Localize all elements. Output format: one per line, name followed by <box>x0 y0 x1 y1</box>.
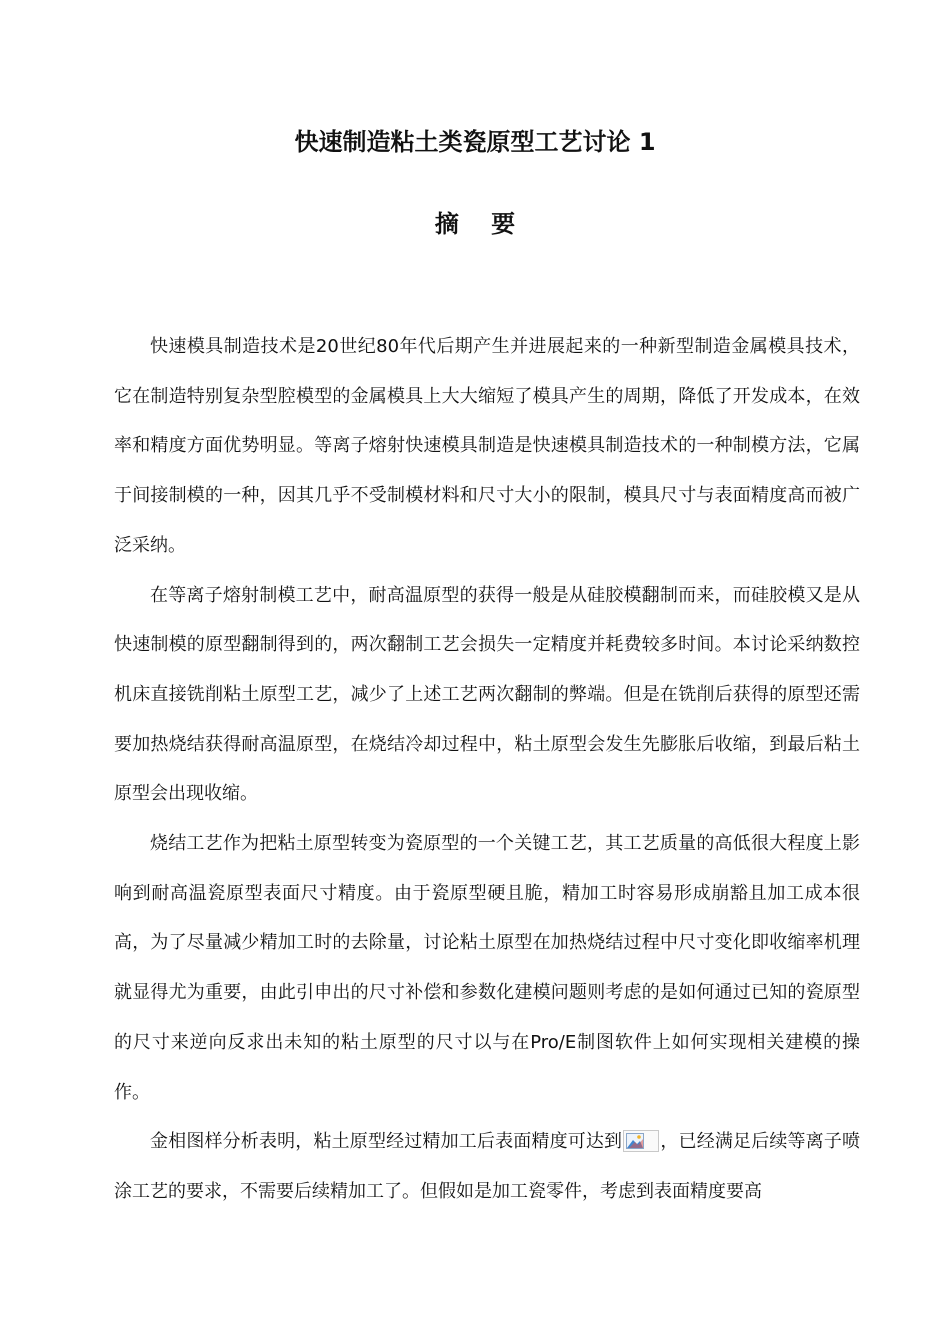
paragraph-4-text-before: 金相图样分析表明，粘土原型经过精加工后表面精度可达到 <box>150 1131 623 1153</box>
paragraph-4 <box>114 1117 860 1216</box>
broken-image-icon <box>623 1130 659 1152</box>
paragraph-1: 快速模具制造技术是20世纪80年代后期产生并进展起来的一种新型制造金属模具技术，它在制造特别复杂型腔模型的金属模具上大大缩短了模具产生的周期，降低了开发成本，在效率和精度方面优势明显。等离子熔射快速模具制造是快速模具制造技术的一种制模方法，它属于间接制模的一种，因其几乎不受制模材料和尺寸大小的限制，模具尺寸与表面精度高而被广泛采纳。 <box>114 336 860 556</box>
paragraph-4-text-after: ，已经满足后续等离子喷涂工艺的要求，不需要后续精加工了。但假如是加工瓷零件，考虑到表面精度要高 <box>114 1131 861 1202</box>
paragraph-2: 在等离子熔射制模工艺中，耐高温原型的获得一般是从硅胶模翻制而来，而硅胶模又是从快速制模的原型翻制得到的，两次翻制工艺会损失一定精度并耗费较多时间。本讨论采纳数控机床直接铣削粘土原型工艺，减少了上述工艺两次翻制的弊端。但是在铣削后获得的原型还需要加热烧结获得耐高温原型，在烧结冷却过程中，粘土原型会发生先膨胀后收缩，到最后粘土原型会出现收缩。 <box>114 584 860 805</box>
document-title: 快速制造粘土类瓷原型工艺讨论 1 <box>294 128 656 156</box>
abstract-body <box>114 322 860 1217</box>
abstract-heading: 摘 要 <box>434 210 528 238</box>
paragraph-3: 烧结工艺作为把粘土原型转变为瓷原型的一个关键工艺，其工艺质量的高低很大程度上影响到耐高温瓷原型表面尺寸精度。由于瓷原型硬且脆，精加工时容易形成崩豁且加工成本很高，为了尽量减少精加工时的去除量，讨论粘土原型在加热烧结过程中尺寸变化即收缩率机理就显得尤为重要，由此引申出的尺寸补偿和参数化建模问题则考虑的是如何通过已知的瓷原型的尺寸来逆向反求出未知的粘土原型的尺寸以与在Pro/E制图软件上如何实现相关建模的操作。 <box>114 833 860 1103</box>
